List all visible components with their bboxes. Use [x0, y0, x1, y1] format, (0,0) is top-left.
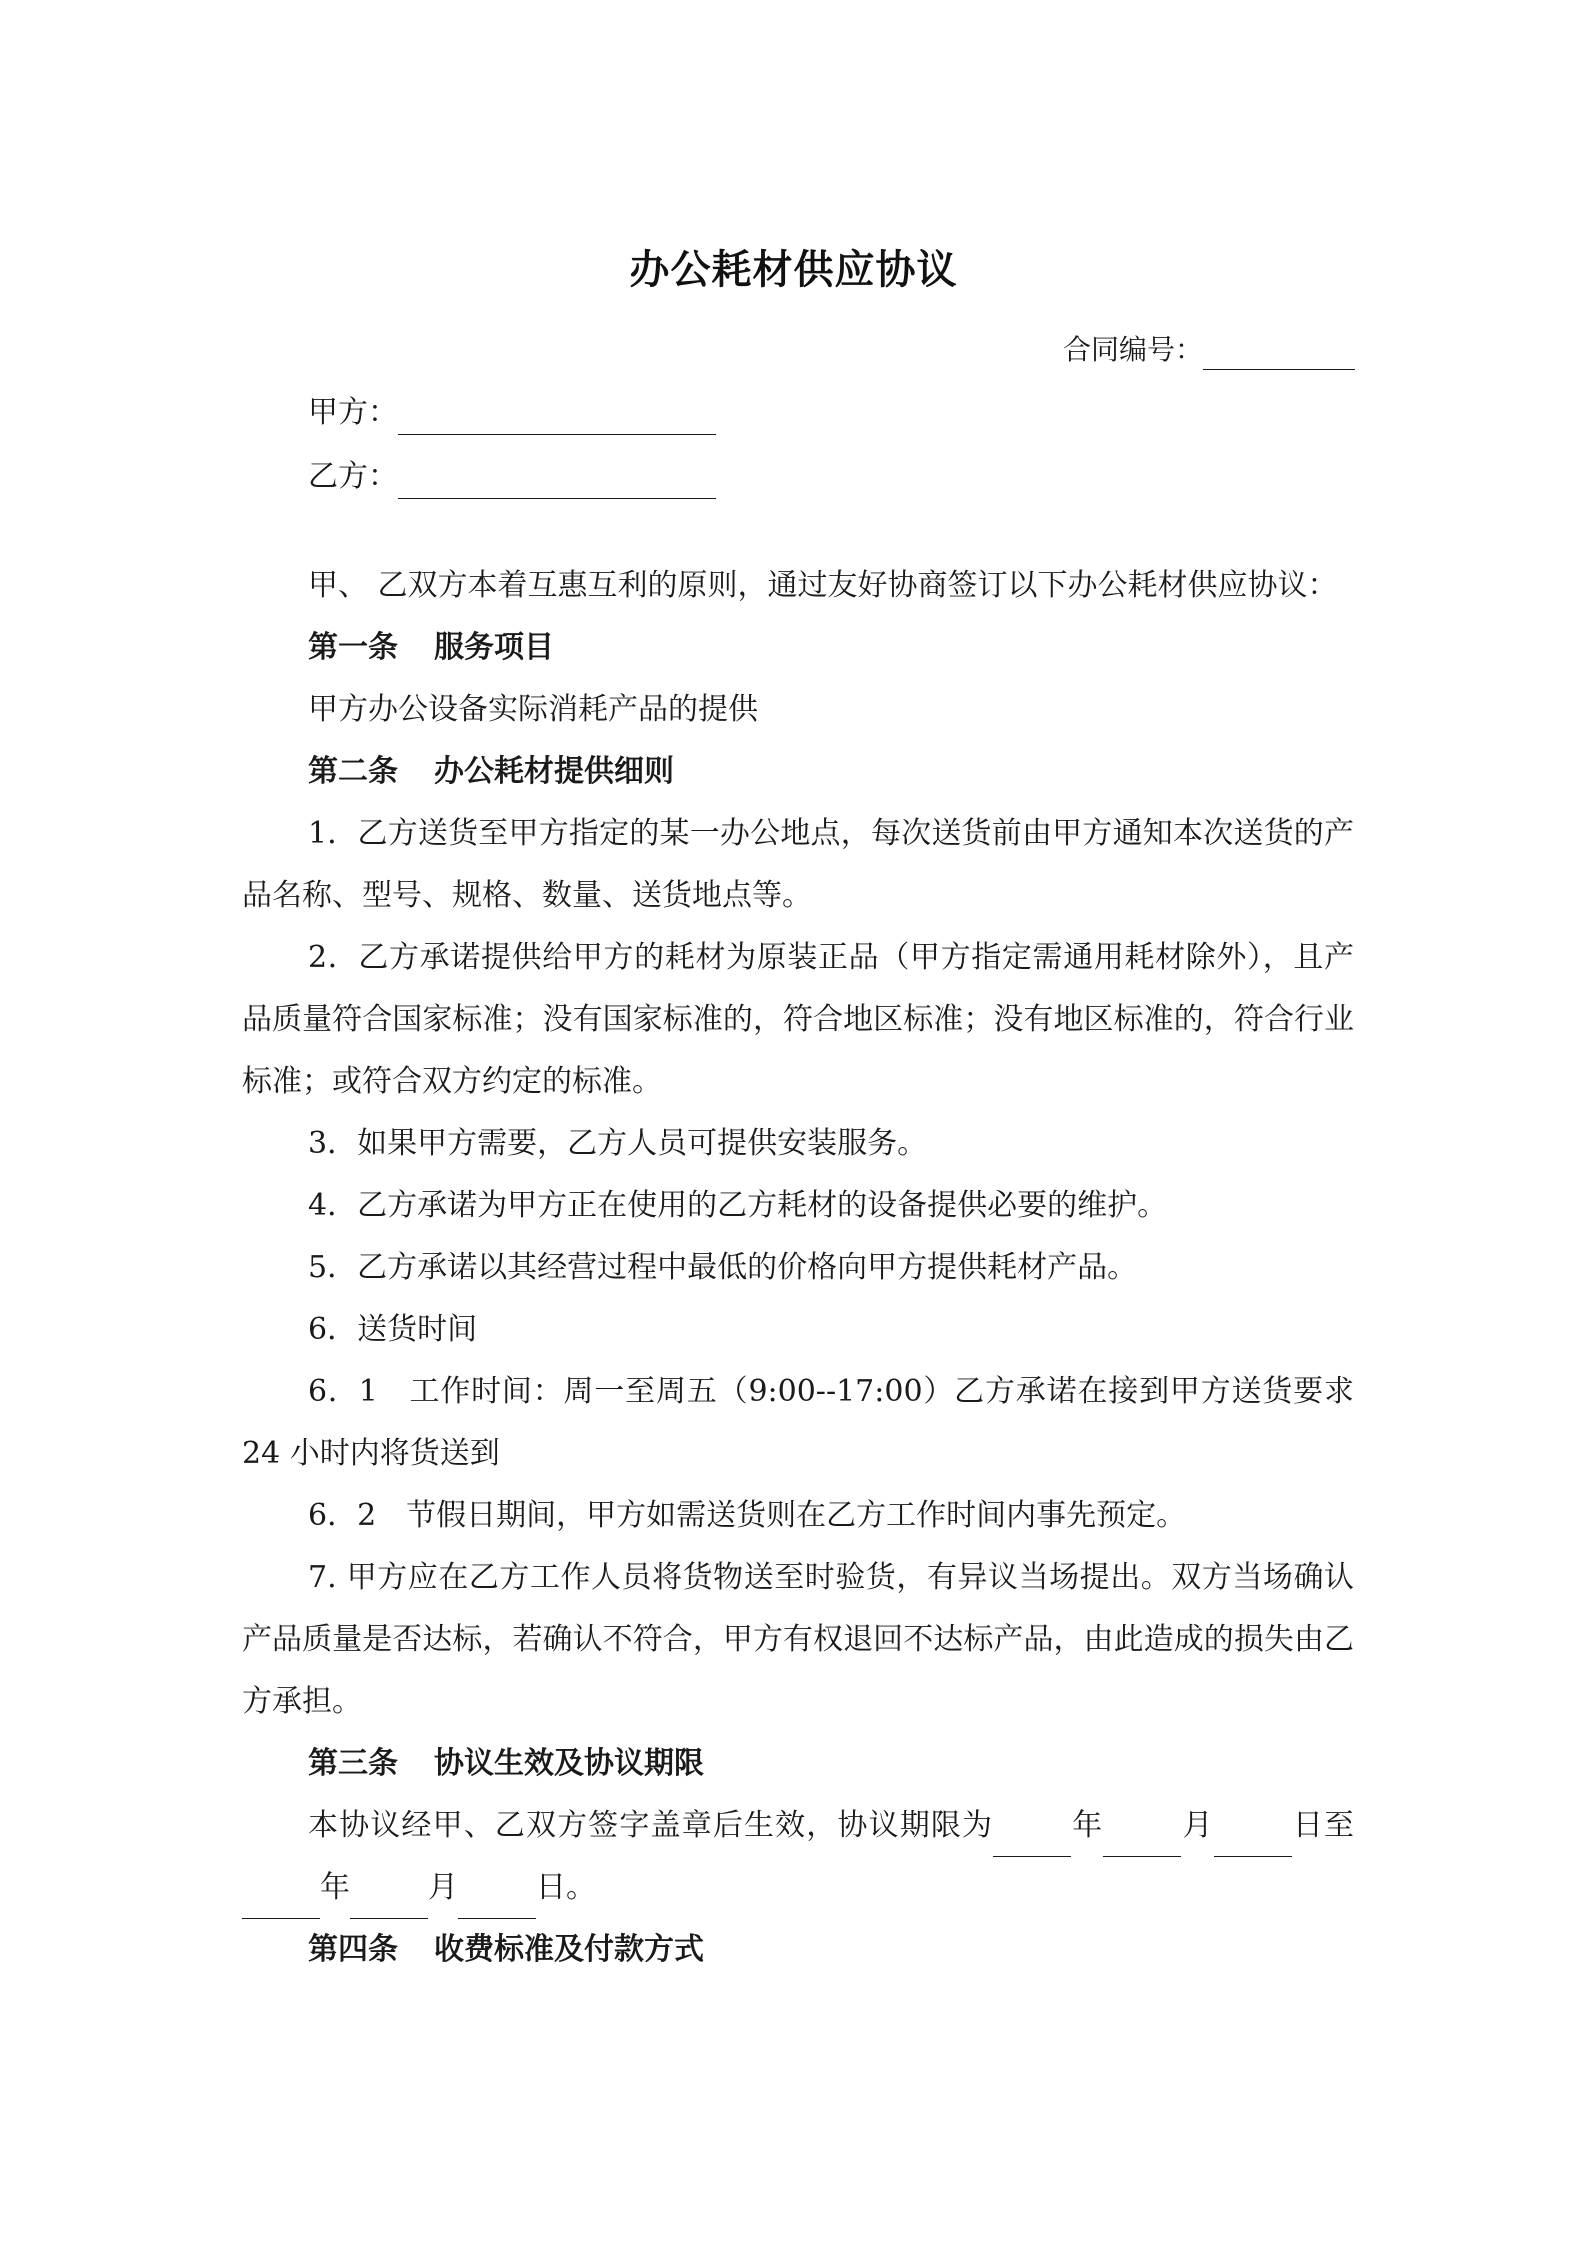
article-3-content: [242, 1795, 1354, 1919]
article-2-number: 第二条: [308, 754, 398, 789]
end-day-blank: [458, 1884, 536, 1919]
end-year-blank: [242, 1884, 320, 1919]
contract-number-line: [1063, 330, 1355, 370]
party-a-blank: [398, 400, 716, 435]
article-3-heading: [242, 1733, 1354, 1795]
article-2-item: 1．乙方送货至甲方指定的某一办公地点，每次送货前由甲方通知本次送货的产品名称、型号、规格、数量、送货地点等。: [242, 816, 1354, 913]
party-b-label: 乙方：: [308, 459, 398, 494]
start-year-blank: [993, 1822, 1071, 1857]
end-month-blank: [350, 1884, 428, 1919]
article-1-title: 服务项目: [434, 630, 554, 665]
article-2-heading: [242, 741, 1354, 803]
article-2-title: 办公耗材提供细则: [434, 754, 674, 789]
article-2-item: 2．乙方承诺提供给甲方的耗材为原装正品（甲方指定需通用耗材除外），且产品质量符合国家标准；没有国家标准的，符合地区标准；没有地区标准的，符合行业标准；或符合双方约定的标准。: [242, 940, 1354, 1099]
article-2-item: 4．乙方承诺为甲方正在使用的乙方耗材的设备提供必要的维护。: [308, 1188, 1168, 1223]
day-to-label: 日至: [1291, 1808, 1355, 1843]
article-2-item: 5．乙方承诺以其经营过程中最低的价格向甲方提供耗材产品。: [308, 1250, 1138, 1285]
party-b-line: [308, 455, 716, 499]
article-3-title: 协议生效及协议期限: [434, 1746, 704, 1781]
article-4-number: 第四条: [308, 1932, 398, 1967]
party-a-line: [308, 391, 716, 435]
article-2-item: 3．如果甲方需要，乙方人员可提供安装服务。: [308, 1126, 928, 1161]
contract-number-blank: [1203, 335, 1355, 370]
article-1-number: 第一条: [308, 630, 398, 665]
party-a-label: 甲方：: [308, 395, 398, 430]
intro-paragraph: 甲、 乙双方本着互惠互利的原则，通过友好协商签订以下办公耗材供应协议：: [308, 568, 1338, 603]
article-4-title: 收费标准及付款方式: [434, 1932, 704, 1967]
article-1-content: 甲方办公设备实际消耗产品的提供: [308, 692, 758, 727]
start-day-blank: [1214, 1822, 1292, 1857]
month-label: 月: [1181, 1808, 1214, 1843]
article-3-prefix: 本协议经甲、乙双方签字盖章后生效，协议期限为: [308, 1808, 994, 1843]
year-label: 年: [1071, 1808, 1104, 1843]
day-end-label: 日。: [536, 1870, 596, 1905]
article-2-item: 6．2 节假日期间，甲方如需送货则在乙方工作时间内事先预定。: [308, 1498, 1187, 1533]
article-2-item: 6．送货时间: [308, 1312, 478, 1347]
party-b-blank: [398, 464, 716, 499]
document-title: 办公耗材供应协议: [629, 247, 958, 293]
document-body: [242, 555, 1354, 1981]
contract-number-label: 合同编号：: [1062, 333, 1203, 366]
article-2-item: 6．1 工作时间：周一至周五（9:00--17:00）乙方承诺在接到甲方送货要求 24 小时内将货送到: [242, 1374, 1354, 1471]
article-3-number: 第三条: [308, 1746, 398, 1781]
article-4-heading: [242, 1919, 1354, 1981]
article-2-item: 7. 甲方应在乙方工作人员将货物送至时验货，有异议当场提出。双方当场确认产品质量是否达标，若确认不符合，甲方有权退回不达标产品，由此造成的损失由乙方承担。: [242, 1560, 1354, 1719]
month-label: 月: [428, 1870, 458, 1905]
year-label: 年: [320, 1870, 350, 1905]
start-month-blank: [1103, 1822, 1181, 1857]
article-1-heading: [242, 617, 1354, 679]
